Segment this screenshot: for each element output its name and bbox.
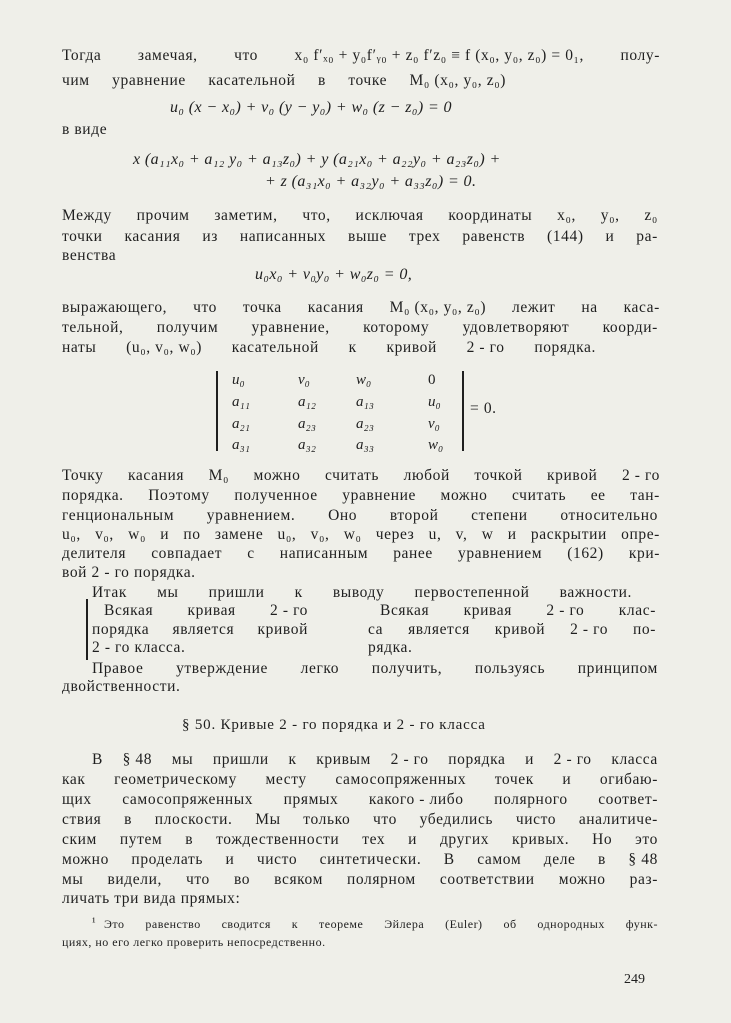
word: замене — [214, 526, 264, 543]
word: лежит — [512, 299, 556, 316]
word: Всякая — [380, 602, 430, 619]
word: x₀ f′ₓ₀ + y₀f′ᵧ₀ + z₀ f′z₀ ≡ f (x₀, y₀, z₀) = 0₁, — [294, 47, 585, 64]
word: мы — [171, 751, 194, 768]
word: w₀ — [128, 526, 146, 543]
word: кривая — [463, 602, 512, 619]
word: уравнение — [342, 487, 417, 504]
determinant-cell-r2-c2: a₁₂ — [298, 394, 316, 410]
word: что — [234, 47, 259, 64]
word: Между — [62, 207, 112, 224]
word: на — [581, 299, 598, 316]
word: и — [408, 831, 418, 848]
word: и — [160, 526, 170, 543]
word: получим — [156, 319, 219, 336]
word: в — [598, 851, 606, 868]
paragraph-6-line-3 — [62, 790, 658, 809]
word: § 48 — [122, 751, 153, 768]
word: M₀ (x₀, y₀, z₀) — [389, 299, 487, 316]
word: коорди- — [602, 319, 658, 336]
word: и — [507, 526, 517, 543]
word: получить, — [371, 660, 443, 677]
paragraph-4-line-5 — [62, 544, 660, 563]
tangent-equation: u₀ (x − x₀) + v₀ (y − y₀) + w₀ (z − z₀) = 0 — [170, 99, 452, 116]
word: считать — [324, 467, 380, 484]
word: v, — [455, 526, 468, 543]
paragraph-6-line-4 — [62, 810, 658, 829]
word: чисто — [256, 851, 298, 868]
word: видели, — [107, 871, 162, 888]
word: уравнение, — [251, 319, 330, 336]
word: 2 - го — [390, 751, 429, 768]
word: самосопряженных — [335, 771, 467, 788]
word: деле — [543, 851, 576, 868]
paragraph-2-line-1 — [62, 206, 658, 225]
word: равенств — [462, 228, 526, 245]
word: к — [348, 339, 357, 356]
word: совпадает — [151, 545, 223, 562]
word: Это — [104, 917, 125, 931]
word: са — [368, 621, 384, 638]
word: 2 - го — [270, 602, 308, 619]
word: что — [193, 299, 217, 316]
word: точке — [348, 72, 388, 89]
word: самом — [477, 851, 522, 868]
paragraph-6-line-7 — [62, 870, 658, 889]
word: и — [562, 771, 572, 788]
page-number: 249 — [624, 972, 645, 987]
word: тождественности — [216, 831, 340, 848]
determinant-cell-r4-c1: a₃₁ — [232, 437, 250, 453]
word: убедились — [419, 811, 494, 828]
word: других — [439, 831, 490, 848]
word: огибаю- — [599, 771, 658, 788]
word: уравнение — [112, 72, 186, 89]
word: x₀, — [557, 207, 576, 224]
theorem-left-line-3: 2 - го класса. — [92, 639, 186, 656]
word: принципом — [577, 660, 658, 677]
word: в — [317, 72, 326, 89]
word: Но — [592, 831, 613, 848]
word: и — [605, 228, 615, 245]
word: Итак — [92, 584, 127, 601]
theorem-right-line-2 — [368, 620, 656, 639]
word: кривой — [494, 621, 546, 638]
word: самосопряженных — [122, 791, 254, 808]
tangent-equation-expanded-line-1: x (a₁₁x₀ + a₁₂ y₀ + a₁₃z₀) + y (a₂₁x₀ + a₂₂y₀ + a₂₃z₀) + — [133, 151, 501, 168]
word: которому — [363, 319, 430, 336]
word: M₀ — [208, 467, 229, 484]
word: к — [294, 584, 303, 601]
word: в — [185, 831, 194, 848]
word: равенство — [145, 917, 201, 931]
word: можно — [62, 851, 109, 868]
word: генциональным — [62, 507, 175, 524]
word: степени — [471, 507, 528, 524]
paragraph-4-line-4 — [62, 525, 660, 544]
word: y₀, — [600, 207, 620, 224]
word: из — [202, 228, 218, 245]
word: Оно — [328, 507, 358, 524]
paragraph-4-line-3 — [62, 506, 658, 525]
word: полярного — [494, 791, 568, 808]
word: раскрытии — [530, 526, 607, 543]
word: первостепенной — [414, 584, 530, 601]
word: и — [225, 851, 235, 868]
word: координаты — [448, 207, 533, 224]
word: по- — [632, 621, 656, 638]
word: написанных — [239, 228, 327, 245]
word: относительно — [560, 507, 658, 524]
word: выражающего, — [62, 299, 168, 316]
paragraph-2-line-3: венства — [62, 247, 117, 264]
paragraph-6-line-8: личать три вида прямых: — [62, 890, 241, 907]
word: через — [375, 526, 415, 543]
word: В — [443, 851, 455, 868]
paragraph-6-line-1 — [92, 750, 658, 769]
tangent-equation-expanded-line-2: + z (a₃₁x₀ + a₃₂y₀ + a₃₃z₀) = 0. — [265, 173, 477, 190]
word: тех — [362, 831, 386, 848]
section-heading: § 50. Кривые 2 - го порядка и 2 - го класса — [182, 717, 486, 733]
word: кривая — [187, 602, 236, 619]
word: выше — [348, 228, 387, 245]
word: касания — [124, 228, 181, 245]
word: w — [481, 526, 494, 543]
determinant-cell-r1-c3: w₀ — [356, 372, 372, 388]
word: мы — [157, 584, 179, 601]
word: клас- — [618, 602, 656, 619]
word: щих — [62, 791, 92, 808]
word: кривых. — [512, 831, 570, 848]
word: в — [124, 811, 133, 828]
word: u₀, — [277, 526, 297, 543]
conclusion-line — [92, 583, 632, 602]
word: 2 - го — [553, 751, 592, 768]
word: полученное — [234, 487, 318, 504]
word: пришли — [208, 584, 265, 601]
word: Мы — [255, 811, 281, 828]
word: это — [635, 831, 658, 848]
word: как — [62, 771, 86, 788]
paragraph-1-line-2 — [62, 71, 506, 90]
word: соответствии — [439, 871, 535, 888]
word: и — [525, 751, 535, 768]
word: кривой — [386, 339, 437, 356]
word: делителя — [62, 545, 127, 562]
word: является — [408, 621, 470, 638]
word: трех — [408, 228, 441, 245]
word: сводится — [221, 917, 271, 931]
word: геометрическому — [114, 771, 237, 788]
word: второй — [389, 507, 439, 524]
word: синтетически. — [319, 851, 422, 868]
word: легко — [300, 660, 340, 677]
word: прочим — [136, 207, 190, 224]
determinant-cell-r4-c3: a₃₃ — [356, 437, 374, 453]
paragraph-4-line-2 — [62, 486, 660, 505]
paragraph-3-line-3 — [62, 338, 596, 357]
word: v₀, — [310, 526, 330, 543]
word: кривым — [316, 751, 371, 768]
word: 2 - го — [621, 467, 660, 484]
word: ранее — [393, 545, 433, 562]
word: тан- — [630, 487, 660, 504]
word: z₀ — [644, 207, 658, 224]
word: полу- — [620, 47, 660, 64]
word: наты — [62, 339, 97, 356]
determinant-cell-r4-c4: w₀ — [428, 437, 444, 453]
paragraph-2-line-2 — [62, 227, 658, 246]
determinant-cell-r1-c2: v₀ — [298, 372, 310, 388]
determinant-cell-r1-c4: 0 — [428, 372, 436, 388]
paragraph-6-line-5 — [62, 830, 658, 849]
word: касательной — [231, 339, 319, 356]
determinant-cell-r4-c2: a₃₂ — [298, 437, 316, 453]
word: можно — [440, 487, 488, 504]
word: Правое — [92, 660, 144, 677]
determinant-cell-r3-c4: v₀ — [428, 416, 440, 432]
word: точкой — [474, 467, 523, 484]
paragraph-5-line-2: двойственности. — [62, 678, 181, 695]
word: соответ- — [598, 791, 658, 808]
word: порядка. — [62, 487, 124, 504]
word: что — [185, 871, 210, 888]
word: написанным — [279, 545, 369, 562]
determinant-cell-r2-c3: a₁₃ — [356, 394, 374, 410]
word: каса- — [623, 299, 660, 316]
word: 2 - го — [546, 602, 585, 619]
word: тельной, — [62, 319, 124, 336]
word: Точку — [62, 467, 104, 484]
word: Всякая — [104, 602, 154, 619]
word: месту — [265, 771, 307, 788]
word: что — [373, 811, 397, 828]
word: аналитиче- — [578, 811, 658, 828]
word: u₀, — [62, 526, 81, 543]
word: во — [233, 871, 251, 888]
word: к — [291, 917, 299, 931]
word: 2 - го — [570, 621, 609, 638]
word: точка — [242, 299, 282, 316]
word: класса — [611, 751, 658, 768]
determinant-cell-r2-c4: u₀ — [428, 394, 441, 410]
word: прямых — [283, 791, 339, 808]
paragraph-6-line-6 — [62, 850, 658, 869]
determinant-left-bar — [216, 371, 218, 451]
word: v₀, — [95, 526, 114, 543]
word: считать — [512, 487, 567, 504]
word: важности. — [559, 584, 632, 601]
word: порядка — [448, 751, 506, 768]
word: заметим, — [214, 207, 278, 224]
word: теореме — [319, 917, 364, 931]
determinant-cell-r2-c1: a₁₁ — [232, 394, 250, 410]
theorem-left-bar — [86, 599, 88, 660]
determinant-cell-r3-c3: a₂₃ — [356, 416, 374, 432]
word: можно — [253, 467, 301, 484]
word: мы — [62, 871, 84, 888]
word: M₀ (x₀, y₀, z₀) — [409, 72, 506, 89]
word: (Euler) — [445, 917, 483, 931]
contact-point-equation: u₀x₀ + v₀y₀ + w₀z₀ = 0, — [255, 266, 413, 283]
word: кривой — [547, 467, 598, 484]
word: любой — [403, 467, 450, 484]
determinant-cell-r1-c1: u₀ — [232, 372, 245, 388]
word: плоскости. — [154, 811, 233, 828]
word: с — [247, 545, 255, 562]
paragraph-1-line-1 — [62, 46, 660, 65]
word: удовлетворяют — [462, 319, 570, 336]
word: кри- — [628, 545, 660, 562]
word: u, — [428, 526, 442, 543]
word: ра- — [636, 228, 658, 245]
word: по — [183, 526, 201, 543]
word: ским — [62, 831, 97, 848]
determinant-cell-r3-c1: a₂₁ — [232, 416, 250, 432]
word: Эйлера — [384, 917, 425, 931]
word: порядка. — [534, 339, 596, 356]
word: § 48 — [628, 851, 658, 868]
word: раз- — [629, 871, 658, 888]
word: однородных — [537, 917, 605, 931]
word: Поэтому — [148, 487, 210, 504]
word: функ- — [625, 917, 658, 931]
word: уравнением. — [206, 507, 296, 524]
word: ствия — [62, 811, 102, 828]
theorem-left-line-2 — [92, 620, 308, 639]
word: точек — [494, 771, 534, 788]
determinant-right-bar — [462, 371, 464, 451]
word: замечая, — [137, 47, 198, 64]
paragraph-3-line-1 — [62, 298, 660, 317]
in-form-text: в виде — [62, 121, 108, 138]
theorem-right-line-1 — [380, 601, 656, 620]
footnote-line-2: циях, но его легко проверить непосредственно. — [62, 935, 326, 949]
word: утверждение — [176, 660, 269, 677]
paragraph-5-line-1 — [92, 659, 658, 678]
word: пришли — [212, 751, 269, 768]
word: w₀ — [343, 526, 362, 543]
word: опре- — [621, 526, 660, 543]
word: всяком — [274, 871, 323, 888]
word: ее — [590, 487, 606, 504]
footnote-marker: ¹ — [92, 915, 97, 929]
word: (144) — [547, 228, 584, 245]
word: можно — [558, 871, 606, 888]
word: Тогда — [62, 47, 102, 64]
word: 2 - го — [466, 339, 505, 356]
word: касания — [307, 299, 364, 316]
paragraph-3-line-2 — [62, 318, 658, 337]
word: В — [92, 751, 103, 768]
paragraph-4-line-1 — [62, 466, 660, 485]
word: является — [172, 621, 235, 638]
word: выводу — [332, 584, 385, 601]
word: (u₀, v₀, w₀) — [126, 339, 203, 356]
word: точки — [62, 228, 103, 245]
word: к — [288, 751, 297, 768]
word: пользуясь — [474, 660, 546, 677]
paragraph-6-line-2 — [62, 770, 658, 789]
word: что, — [302, 207, 331, 224]
word: касательной — [208, 72, 296, 89]
word: кривой — [257, 621, 308, 638]
word: исключая — [355, 207, 424, 224]
word: путем — [119, 831, 163, 848]
word: касания — [128, 467, 185, 484]
theorem-left-line-1 — [104, 601, 308, 620]
word: полярном — [347, 871, 416, 888]
footnote-line-1 — [104, 916, 658, 932]
word: проделать — [131, 851, 203, 868]
word: только — [303, 811, 351, 828]
word: об — [503, 917, 517, 931]
word: чисто — [515, 811, 557, 828]
word: порядка — [92, 621, 150, 638]
determinant-cell-r3-c2: a₂₃ — [298, 416, 316, 432]
determinant-rhs: = 0. — [470, 400, 497, 417]
theorem-right-line-3: рядка. — [368, 639, 413, 656]
word: (162) — [567, 545, 604, 562]
word: какого - либо — [368, 791, 464, 808]
paragraph-4-line-6: вой 2 - го порядка. — [62, 564, 196, 581]
word: уравнением — [457, 545, 543, 562]
word: чим — [62, 72, 90, 89]
